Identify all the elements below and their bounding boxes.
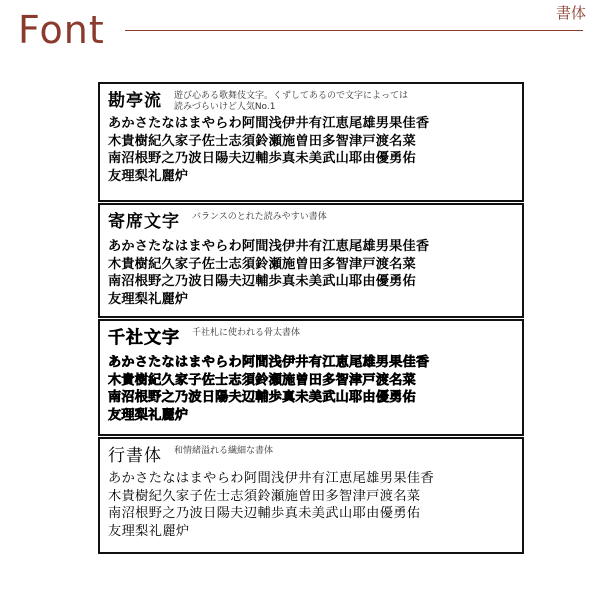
- font-name: 千社文字: [108, 328, 180, 348]
- page-subtitle: 書体: [555, 4, 586, 22]
- font-name: 寄席文字: [108, 212, 180, 232]
- font-description: 千社札に使われる骨太書体: [192, 328, 301, 338]
- font-sample: あかさたなはまやらわ阿間浅伊井有江恵尾雄男果佳香 木貴樹紀久家子佐士志須鈴瀬施曽田多智津戸渡名菜 南沼根野之乃波日陽夫辺輔歩真未美武山耶由優勇佑 友理梨礼麗炉: [108, 239, 430, 307]
- font-panel-yose: [98, 203, 524, 318]
- font-name: 行書体: [108, 446, 162, 466]
- header-divider: [125, 30, 583, 31]
- font-name: 勘亭流: [108, 91, 162, 111]
- font-description: バランスのとれた読みやすい書体: [192, 212, 327, 222]
- font-panel-gyosho: [98, 437, 524, 554]
- font-sample: あかさたなはまやらわ阿間浅伊井有江恵尾雄男果佳香 木貴樹紀久家子佐士志須鈴瀬施曽田多智津戸渡名菜 南沼根野之乃波日陽夫辺輔歩真未美武山耶由優勇佑 友理梨礼麗炉: [108, 355, 430, 423]
- font-sample: あかさたなはまやらわ阿間浅伊井有江恵尾雄男果佳香 木貴樹紀久家子佐士志須鈴瀬施曽田多智津戸渡名菜 南沼根野之乃波日陽夫辺輔歩真未美武山耶由優勇佑 友理梨礼麗炉: [108, 471, 435, 539]
- font-sample: あかさたなはまやらわ阿間浅伊井有江恵尾雄男果佳香 木貴樹紀久家子佐士志須鈴瀬施曽田多智津戸渡名菜 南沼根野之乃波日陽夫辺輔歩真未美武山耶由優勇佑 友理梨礼麗炉: [108, 116, 430, 184]
- font-description: 和情緒溢れる繊細な書体: [174, 446, 274, 456]
- page-title: Font: [18, 8, 105, 52]
- font-description: 遊び心ある歌舞伎文字。くずしてあるので文字によっては 読みづらいけど人気No.1: [174, 91, 409, 112]
- page-header: [0, 0, 600, 60]
- font-panel-kanteiryu: [98, 82, 524, 202]
- font-panel-senja: [98, 319, 524, 436]
